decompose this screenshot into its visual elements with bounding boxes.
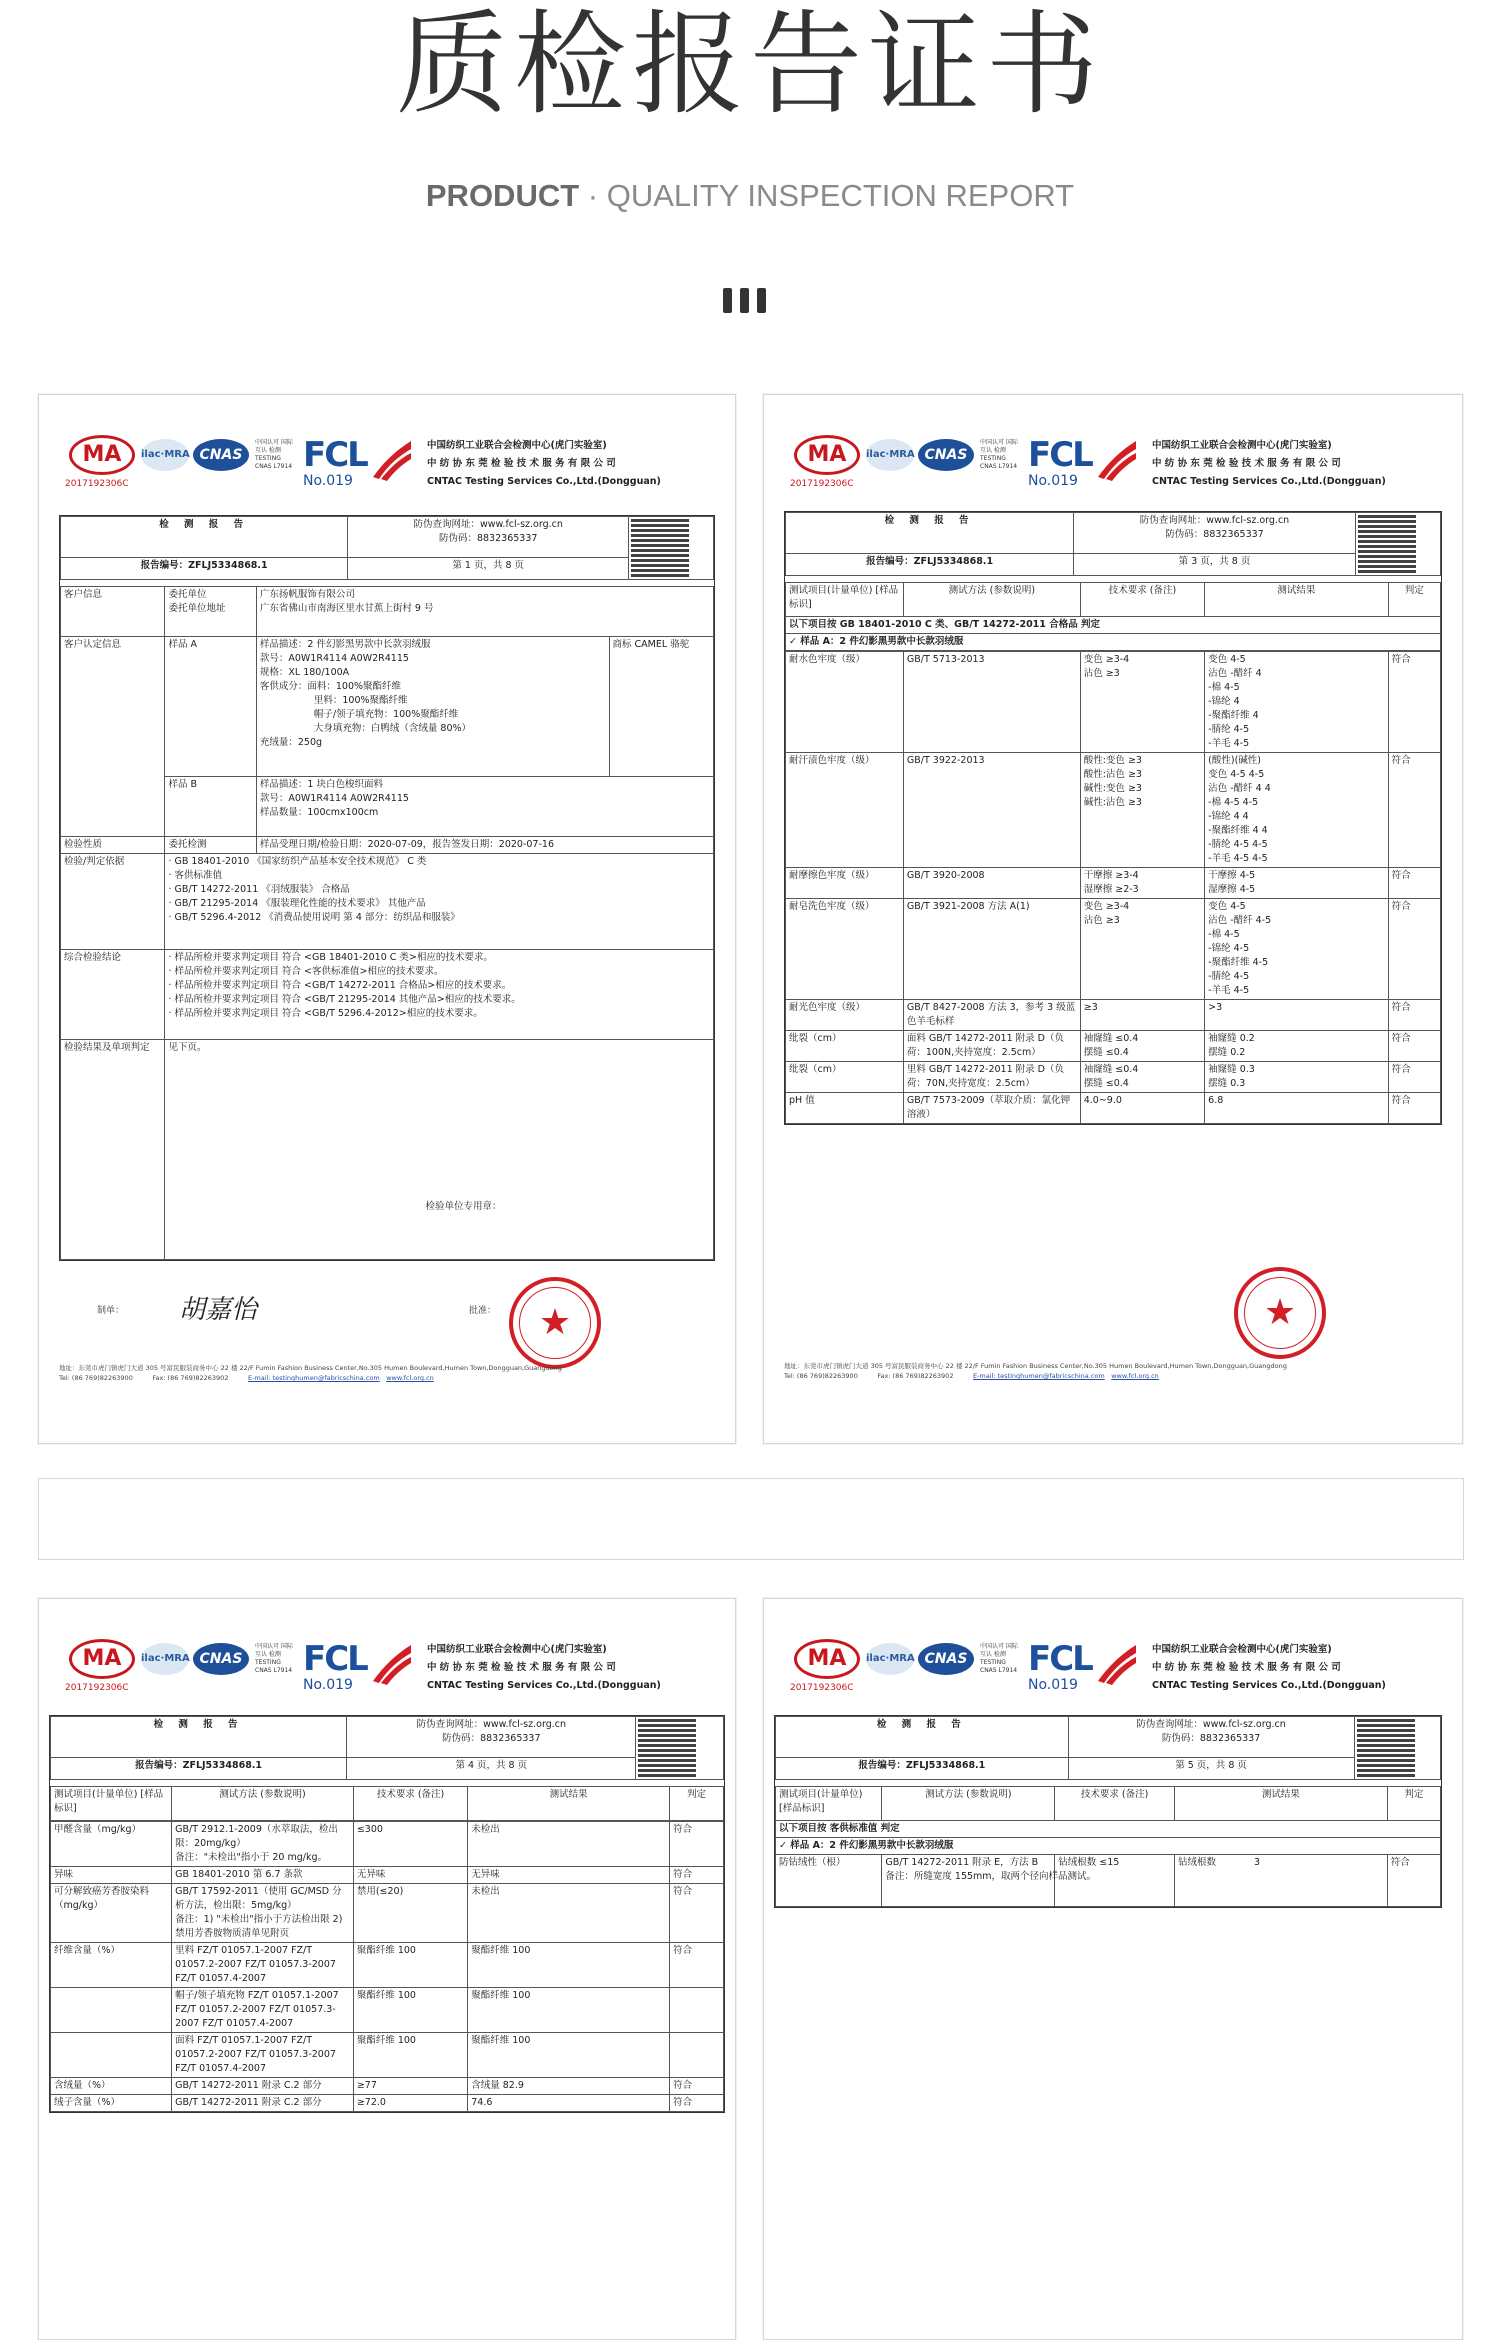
table-row	[51, 1943, 724, 1988]
report-title-table	[775, 1716, 1441, 1780]
client-label: 客户信息	[61, 587, 165, 637]
table-row	[786, 1031, 1441, 1062]
fcl-number: No.019	[303, 473, 353, 489]
row-method: GB/T 8427-2008 方法 3，参考 3 级蓝色羊毛标样	[903, 1000, 1080, 1031]
row-result: 干摩擦 4-5 湿摩擦 4-5	[1205, 868, 1388, 899]
report-title: 检 测 报 告	[51, 1717, 347, 1758]
page-number: 第 5 页，共 8 页	[1068, 1757, 1354, 1779]
row-item: 耐水色牢度（级）	[786, 652, 904, 753]
page-subtitle	[0, 178, 1500, 214]
report-title-table	[50, 1716, 724, 1780]
row-item: 纤维含量（%）	[51, 1943, 172, 1988]
col-result: 测试结果	[1205, 583, 1388, 617]
row-item: 耐皂洗色牢度（级）	[786, 899, 904, 1000]
row-result: 聚酯纤维 100	[468, 2033, 670, 2078]
cntac-flag-icon	[369, 437, 415, 483]
row-judge: 符合	[1387, 1855, 1440, 1907]
report-header	[784, 435, 1442, 495]
row-judge: 符合	[670, 2095, 724, 2112]
col-req: 技术要求 (备注)	[1055, 1787, 1175, 1821]
report-header	[59, 435, 715, 495]
row-item	[51, 2033, 172, 2078]
cma-number: 2017192306C	[65, 479, 129, 489]
table-row	[786, 753, 1441, 868]
sample-row: ✓ 样品 A：2 件幻影黑男款中长款羽绒服	[786, 634, 1441, 651]
ilac-logo-icon: ilac·MRA	[141, 1643, 189, 1675]
col-item: 测试项目(计量单位) [样品标识]	[776, 1787, 882, 1821]
table-row	[786, 899, 1441, 1000]
table-row	[786, 1093, 1441, 1124]
row-method: GB/T 14272-2011 附录 C.2 部分	[172, 2078, 354, 2095]
report-title-table	[60, 516, 714, 580]
row-req: ≥77	[353, 2078, 467, 2095]
report-body	[59, 515, 715, 1261]
qr-code-icon	[1355, 513, 1440, 576]
col-req: 技术要求 (备注)	[353, 1787, 467, 1821]
row-judge: 符合	[1388, 1031, 1440, 1062]
row-req: ≤300	[353, 1822, 467, 1867]
page-number: 第 4 页，共 8 页	[347, 1757, 636, 1779]
sample-row: ✓ 样品 A：2 件幻影黑男款中长款羽绒服	[776, 1838, 1441, 1855]
table-row	[786, 1000, 1441, 1031]
row-result: 含绒量 82.9	[468, 2078, 670, 2095]
qr-code-icon	[636, 1717, 724, 1780]
cma-number: 2017192306C	[790, 479, 854, 489]
row-method: 帽子/领子填充物 FZ/T 01057.1-2007 FZ/T 01057.2-2007 FZ/T 01057.3-2007 FZ/T 01057.4-2007	[172, 1988, 354, 2033]
row-item: 可分解致癌芳香胺染料（mg/kg）	[51, 1884, 172, 1943]
report-body	[774, 1715, 1442, 1908]
table-row	[786, 868, 1441, 899]
client-keys: 委托单位 委托单位地址	[165, 587, 256, 637]
row-req: ≥3	[1080, 1000, 1204, 1031]
lab-organization: 中国纺织工业联合会检测中心(虎门实验室) 中 纺 协 东 莞 检 验 技 术 服 务 有 限 公 司 CNTAC Testing Services Co.,Ltd.(Dongguan)	[427, 1644, 661, 1691]
row-result: >3	[1205, 1000, 1388, 1031]
row-result: 74.6	[468, 2095, 670, 2112]
report-footer: 地址：东莞市虎门镇虎门大道 305 号富民服装商务中心 22 楼 22/F Fumin Fashion Business Center,No.305 Humen Boulevard,Humen Town,Dongguan,Guangdong Tel: (86 769)82263900 Fax: (86 769)82263902 E-mail: testinghumen@fabricschina.com www.fcl.org.cn	[784, 1362, 1287, 1380]
results-rows	[785, 651, 1441, 1124]
table-row	[51, 2078, 724, 2095]
cnas-mark-text: 中国认可 国际互认 检测 TESTING CNAS L7914	[255, 439, 293, 470]
report-body	[784, 511, 1442, 1125]
table-row	[51, 1867, 724, 1884]
row-req: 袖窿缝 ≤0.4 摆缝 ≤0.4	[1080, 1062, 1204, 1093]
lab-organization: 中国纺织工业联合会检测中心(虎门实验室) 中 纺 协 东 莞 检 验 技 术 服 务 有 限 公 司 CNTAC Testing Services Co.,Ltd.(Dongguan)	[1152, 1644, 1386, 1691]
brand-info: 商标 CAMEL 骆驼	[609, 637, 714, 777]
report-body	[49, 1715, 725, 2113]
cntac-flag-icon	[369, 1641, 415, 1687]
results-table	[775, 1786, 1441, 1907]
row-judge: 符合	[670, 1943, 724, 1988]
row-judge: 符合	[1388, 1093, 1440, 1124]
lab-organization: 中国纺织工业联合会检测中心(虎门实验室) 中 纺 协 东 莞 检 验 技 术 服 务 有 限 公 司 CNTAC Testing Services Co.,Ltd.(Dongguan)	[1152, 440, 1386, 487]
row-judge: 符合	[1388, 652, 1440, 753]
report-header	[59, 1639, 715, 1699]
report-number: 报告编号：ZFLJ5334868.1	[51, 1757, 347, 1779]
ilac-logo-icon: ilac·MRA	[866, 439, 914, 471]
row-judge: 符合	[1388, 753, 1440, 868]
seal-stamp-icon: ★	[1234, 1267, 1326, 1359]
cnas-logo-icon: CNAS	[193, 1643, 249, 1675]
col-judge: 判定	[1387, 1787, 1440, 1821]
cnas-mark-text: 中国认可 国际互认 检测 TESTING CNAS L7914	[980, 439, 1018, 470]
sample-b-label: 样品 B	[165, 777, 256, 837]
report-number: 报告编号：ZFLJ5334868.1	[776, 1757, 1069, 1779]
col-item: 测试项目(计量单位) [样品标识]	[51, 1787, 172, 1821]
col-judge: 判定	[1388, 583, 1440, 617]
sample-b-info: 样品描述：1 块白色梭织面料 款号：A0W1R4114 A0W2R4115 样品数量：100cmx100cm	[256, 777, 713, 837]
page-number: 第 3 页，共 8 页	[1074, 553, 1356, 575]
row-req: 钻绒根数 ≤15	[1055, 1855, 1175, 1907]
row-item: 甲醛含量（mg/kg）	[51, 1822, 172, 1867]
row-method: 里料 GB/T 14272-2011 附录 D（负荷：70N,夹持宽度：2.5cm）	[903, 1062, 1080, 1093]
fcl-logo-icon: FCL	[1028, 435, 1092, 475]
approve-label: 批准：	[469, 1306, 497, 1316]
col-result: 测试结果	[1174, 1787, 1387, 1821]
row-method: GB/T 5713-2013	[903, 652, 1080, 753]
report-header	[784, 1639, 1442, 1699]
row-method: GB/T 3921-2008 方法 A(1)	[903, 899, 1080, 1000]
row-result: 钻绒根数 3	[1174, 1855, 1387, 1907]
cma-logo-icon: MA	[69, 435, 135, 475]
row-result: 袖窿缝 0.2 摆缝 0.2	[1205, 1031, 1388, 1062]
conclusion-list: · 样品所检并要求判定项目 符合 <GB 18401-2010 C 类>相应的技术要求。 · 样品所检并要求判定项目 符合 <客供标准值>相应的技术要求。 · 样品所检并要求判定项目 符合 <GB/T 14272-2011 合格品>相应的技术要求。 · 样品所检并要求判定项目 符合 <GB/T 21295-2014 其他产品>相应的技术要求。 · 样品所检并要求判定项目 符合 <GB/T 5296.4-2012>相应的技术要求。	[165, 950, 714, 1040]
table-row	[786, 652, 1441, 753]
cma-logo-icon: MA	[794, 1639, 860, 1679]
report-title: 检 测 报 告	[776, 1717, 1069, 1758]
cma-number: 2017192306C	[790, 1683, 854, 1693]
fcl-number: No.019	[303, 1677, 353, 1693]
row-judge	[670, 1988, 724, 2033]
report-title: 检 测 报 告	[61, 517, 348, 558]
row-result: 袖窿缝 0.3 摆缝 0.3	[1205, 1062, 1388, 1093]
row-method: GB/T 14272-2011 附录 C.2 部分	[172, 2095, 354, 2112]
results-table	[50, 1786, 724, 1821]
sample-a-info: 样品描述：2 件幻影黑男款中长款羽绒服 款号：A0W1R4114 A0W2R4115 规格：XL 180/100A 客供成分：面料：100%聚酯纤维 里料：100%聚酯纤维 帽子/领子填充物：100%聚酯纤维 大身填充物：白鸭绒（含绒量 80%） 充绒量：250g	[256, 637, 609, 777]
row-result: 6.8	[1205, 1093, 1388, 1124]
row-req: 酸性:变色 ≥3 酸性:沾色 ≥3 碱性:变色 ≥3 碱性:沾色 ≥3	[1080, 753, 1204, 868]
row-method: GB/T 17592-2011（使用 GC/MSD 分析方法，检出限：5mg/kg） 备注：1) "未检出"指小于方法检出限 2) 禁用芳香胺物质清单见附页	[172, 1884, 354, 1943]
report-page-4	[38, 1598, 736, 2340]
fcl-logo-icon: FCL	[303, 1639, 367, 1679]
results-table	[785, 582, 1441, 651]
dates: 样品受理日期/检验日期：2020-07-09，报告签发日期：2020-07-16	[256, 837, 713, 854]
row-item: 绒子含量（%）	[51, 2095, 172, 2112]
row-method: GB/T 2912.1-2009（水萃取法，检出限：20mg/kg） 备注："未检出"指小于 20 mg/kg。	[172, 1822, 354, 1867]
table-row	[51, 2033, 724, 2078]
row-item: 防钻绒性（根）	[776, 1855, 882, 1907]
report-footer: 地址：东莞市虎门镇虎门大道 305 号富民服装商务中心 22 楼 22/F Fumin Fashion Business Center,No.305 Humen Boulevard,Humen Town,Dongguan,Guangdong Tel: (86 769)82263900 Fax: (86 769)82263902 E-mail: testinghumen@fabricschina.com www.fcl.org.cn	[59, 1364, 562, 1382]
client-info-table	[60, 586, 714, 1260]
report-page-1	[38, 394, 736, 1444]
report-title-table	[785, 512, 1441, 576]
cnas-logo-icon: CNAS	[918, 439, 974, 471]
row-req: ≥72.0	[353, 2095, 467, 2112]
row-method: 里料 FZ/T 01057.1-2007 FZ/T 01057.2-2007 FZ/T 01057.3-2007 FZ/T 01057.4-2007	[172, 1943, 354, 1988]
col-item: 测试项目(计量单位) [样品标识]	[786, 583, 904, 617]
subtitle-rest: QUALITY INSPECTION REPORT	[606, 178, 1075, 213]
divider-bars-icon	[723, 288, 779, 318]
col-method: 测试方法 (参数说明)	[172, 1787, 354, 1821]
page-number: 第 1 页，共 8 页	[348, 557, 629, 579]
row-item: 异味	[51, 1867, 172, 1884]
cma-logo-icon: MA	[69, 1639, 135, 1679]
cntac-flag-icon	[1094, 1641, 1140, 1687]
lab-organization: 中国纺织工业联合会检测中心(虎门实验室) 中 纺 协 东 莞 检 验 技 术 服 务 有 限 公 司 CNTAC Testing Services Co.,Ltd.(Dongguan)	[427, 440, 661, 487]
confirm-label: 客户认定信息	[61, 637, 165, 837]
verify-info: 防伪查询网址：www.fcl-sz.org.cn 防伪码：8832365337	[1074, 513, 1356, 554]
seal-stamp-icon: ★	[509, 1277, 601, 1369]
row-judge: 符合	[670, 1867, 724, 1884]
row-item: 纰裂（cm）	[786, 1031, 904, 1062]
results-rows	[50, 1821, 724, 2112]
row-req: 4.0~9.0	[1080, 1093, 1204, 1124]
row-result: 无异味	[468, 1867, 670, 1884]
row-method: 面料 FZ/T 01057.1-2007 FZ/T 01057.2-2007 FZ/T 01057.3-2007 FZ/T 01057.4-2007	[172, 2033, 354, 2078]
client-values: 广东扬帆服饰有限公司 广东省佛山市南海区里水甘蕉上街村 9 号	[256, 587, 713, 637]
row-judge	[670, 2033, 724, 2078]
verify-info: 防伪查询网址：www.fcl-sz.org.cn 防伪码：8832365337	[1068, 1717, 1354, 1758]
cma-logo-icon: MA	[794, 435, 860, 475]
row-item: 耐汗渍色牢度（级）	[786, 753, 904, 868]
result-value: 见下页。 检验单位专用章：	[165, 1040, 714, 1260]
report-number: 报告编号：ZFLJ5334868.1	[786, 553, 1074, 575]
row-result: 未检出	[468, 1822, 670, 1867]
table-row	[51, 1988, 724, 2033]
cnas-logo-icon: CNAS	[918, 1643, 974, 1675]
row-method: GB 18401-2010 第 6.7 条款	[172, 1867, 354, 1884]
row-req: 干摩擦 ≥3-4 湿摩擦 ≥2-3	[1080, 868, 1204, 899]
cnas-logo-icon: CNAS	[193, 439, 249, 471]
row-req: 聚酯纤维 100	[353, 1943, 467, 1988]
basis-label: 检验/判定依据	[61, 854, 165, 950]
qr-code-icon	[1354, 1717, 1440, 1780]
col-req: 技术要求 (备注)	[1080, 583, 1204, 617]
row-req: 聚酯纤维 100	[353, 1988, 467, 2033]
row-method: GB/T 3922-2013	[903, 753, 1080, 868]
verify-info: 防伪查询网址：www.fcl-sz.org.cn 防伪码：8832365337	[348, 517, 629, 558]
row-method: GB/T 3920-2008	[903, 868, 1080, 899]
row-req: 聚酯纤维 100	[353, 2033, 467, 2078]
sample-a-label: 样品 A	[165, 637, 256, 777]
row-item: 耐摩擦色牢度（级）	[786, 868, 904, 899]
subtitle-separator: ·	[579, 178, 607, 213]
row-item: 耐光色牢度（级）	[786, 1000, 904, 1031]
type-label: 检验性质	[61, 837, 165, 854]
row-judge: 符合	[1388, 1000, 1440, 1031]
row-item: pH 值	[786, 1093, 904, 1124]
row-method: GB/T 7573-2009（萃取介质：氯化钾溶液）	[903, 1093, 1080, 1124]
basis-row: 以下项目按 GB 18401-2010 C 类、GB/T 14272-2011 合格品 判定	[786, 617, 1441, 634]
seal-label: 检验单位专用章：	[425, 1201, 502, 1212]
table-row	[786, 1062, 1441, 1093]
table-row	[51, 2095, 724, 2112]
row-req: 变色 ≥3-4 沾色 ≥3	[1080, 652, 1204, 753]
row-judge: 符合	[1388, 868, 1440, 899]
row-result: 未检出	[468, 1884, 670, 1943]
subtitle-product: PRODUCT	[425, 178, 580, 213]
report-page-5	[763, 1598, 1463, 2340]
report-number: 报告编号：ZFLJ5334868.1	[61, 557, 348, 579]
made-by-label: 制单：	[97, 1306, 125, 1316]
cnas-mark-text: 中国认可 国际互认 检测 TESTING CNAS L7914	[255, 1643, 293, 1674]
basis-row: 以下项目按 客供标准值 判定	[776, 1821, 1441, 1838]
report-title: 检 测 报 告	[786, 513, 1074, 554]
fcl-logo-icon: FCL	[1028, 1639, 1092, 1679]
col-method: 测试方法 (参数说明)	[903, 583, 1080, 617]
blank-panel	[38, 1478, 1464, 1560]
row-result: 变色 4-5 沾色 -醋纤 4 -棉 4-5 -锦纶 4 -聚酯纤维 4 -腈纶 4-5 -羊毛 4-5	[1205, 652, 1388, 753]
qr-code-icon	[629, 517, 714, 580]
row-judge: 符合	[1388, 899, 1440, 1000]
signature-image: 胡嘉怡	[179, 1295, 258, 1325]
row-result: (酸性)(碱性) 变色 4-5 4-5 沾色 -醋纤 4 4 -棉 4-5 4-5 -锦纶 4 4 -聚酯纤维 4 4 -腈纶 4-5 4-5 -羊毛 4-5 4-5	[1205, 753, 1388, 868]
col-method: 测试方法 (参数说明)	[882, 1787, 1055, 1821]
basis-list: · GB 18401-2010 《国家纺织产品基本安全技术规范》 C 类 · 客供标准值 · GB/T 14272-2011 《羽绒服装》 合格品 · GB/T 21295-2014 《服装理化性能的技术要求》 其他产品 · GB/T 5296.4-2012 《消费品使用说明 第 4 部分：纺织品和服装》	[165, 854, 714, 950]
row-req: 禁用(≤20)	[353, 1884, 467, 1943]
result-label: 检验结果及单项判定	[61, 1040, 165, 1260]
row-item: 纰裂（cm）	[786, 1062, 904, 1093]
row-judge: 符合	[670, 2078, 724, 2095]
row-result: 变色 4-5 沾色 -醋纤 4-5 -棉 4-5 -锦纶 4-5 -聚酯纤维 4-5 -腈纶 4-5 -羊毛 4-5	[1205, 899, 1388, 1000]
row-method: 面料 GB/T 14272-2011 附录 D（负荷：100N,夹持宽度：2.5cm）	[903, 1031, 1080, 1062]
row-result: 聚酯纤维 100	[468, 1988, 670, 2033]
row-result: 聚酯纤维 100	[468, 1943, 670, 1988]
fcl-number: No.019	[1028, 1677, 1078, 1693]
row-req: 袖窿缝 ≤0.4 摆缝 ≤0.4	[1080, 1031, 1204, 1062]
ilac-logo-icon: ilac·MRA	[866, 1643, 914, 1675]
row-item	[51, 1988, 172, 2033]
conclusion-label: 综合检验结论	[61, 950, 165, 1040]
col-judge: 判定	[670, 1787, 724, 1821]
row-judge: 符合	[1388, 1062, 1440, 1093]
row-req: 变色 ≥3-4 沾色 ≥3	[1080, 899, 1204, 1000]
table-row	[51, 1822, 724, 1867]
row-judge: 符合	[670, 1822, 724, 1867]
fcl-logo-icon: FCL	[303, 435, 367, 475]
col-result: 测试结果	[468, 1787, 670, 1821]
ilac-logo-icon: ilac·MRA	[141, 439, 189, 471]
row-req: 无异味	[353, 1867, 467, 1884]
report-page-3	[763, 394, 1463, 1444]
page-title: 质检报告证书	[396, 0, 1104, 130]
cnas-mark-text: 中国认可 国际互认 检测 TESTING CNAS L7914	[980, 1643, 1018, 1674]
row-method: GB/T 14272-2011 附录 E，方法 B 备注：所缝宽度 155mm，取两个径向样品测试。	[882, 1855, 1055, 1907]
cntac-flag-icon	[1094, 437, 1140, 483]
table-row	[51, 1884, 724, 1943]
cma-number: 2017192306C	[65, 1683, 129, 1693]
row-judge: 符合	[670, 1884, 724, 1943]
row-item: 含绒量（%）	[51, 2078, 172, 2095]
type-value: 委托检测	[165, 837, 256, 854]
fcl-number: No.019	[1028, 473, 1078, 489]
verify-info: 防伪查询网址：www.fcl-sz.org.cn 防伪码：8832365337	[347, 1717, 636, 1758]
